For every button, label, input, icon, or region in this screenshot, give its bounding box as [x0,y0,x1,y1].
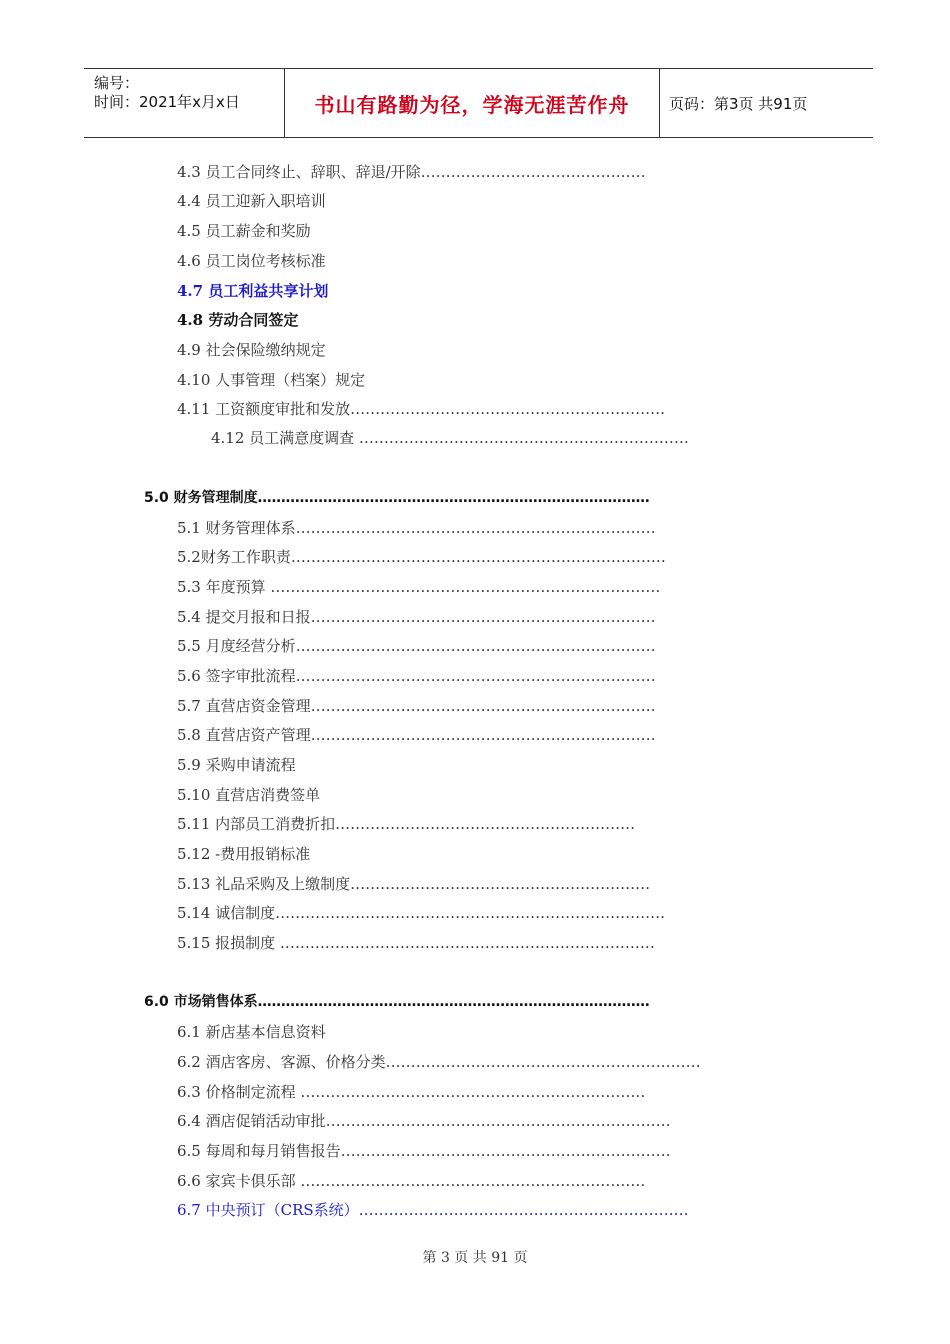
toc-item[interactable]: 6.1 新店基本信息资料 [177,1023,326,1041]
toc-item[interactable]: 5.10 直营店消费签单 [177,786,321,804]
toc-item-link[interactable]: 4.7 员工利益共享计划 [177,282,329,300]
toc-item[interactable]: 6.5 每周和每月销售报告………………………………………………………… [177,1142,671,1160]
header-doc-number: 编号： [94,74,140,92]
toc-item[interactable]: 5.7 直营店资金管理…………………………………………………………… [177,697,656,715]
toc-item[interactable]: 4.11 工资额度审批和发放……………………………………………………… [177,400,666,418]
toc-item[interactable]: 6.2 酒店客房、客源、价格分类……………………………………………………… [177,1053,701,1071]
toc-item[interactable]: 4.12 员工满意度调查 ………………………………………………………… [211,429,689,447]
toc-item[interactable]: 6.3 价格制定流程 …………………………………………………………… [177,1083,646,1101]
toc-item[interactable]: 4.8 劳动合同签定 [177,311,299,329]
toc-section-heading[interactable]: 6.0 市场销售体系………………………………………………………………………… [144,994,650,1010]
toc-item[interactable]: 5.13 礼品采购及上缴制度…………………………………………………… [177,875,651,893]
toc-item[interactable]: 5.9 采购申请流程 [177,756,296,774]
toc-item[interactable]: 5.5 月度经营分析……………………………………………………………… [177,637,656,655]
toc-item[interactable]: 4.5 员工薪金和奖励 [177,222,311,240]
toc-item[interactable]: 5.8 直营店资产管理…………………………………………………………… [177,726,656,744]
header-meta [84,69,284,137]
header-motto: 书山有路勤为径，学海无涯苦作舟 [314,92,630,117]
toc-item[interactable]: 5.4 提交月报和日报…………………………………………………………… [177,608,656,626]
toc-item[interactable]: 6.6 家宾卡俱乐部 …………………………………………………………… [177,1172,646,1190]
toc-item[interactable]: 5.3 年度预算 …………………………………………………………………… [177,578,661,596]
toc-item[interactable]: 4.9 社会保险缴纳规定 [177,341,326,359]
page-footer: 第 3 页 共 91 页 [422,1250,528,1266]
toc-item[interactable]: 5.15 报损制度 ………………………………………………………………… [177,934,655,952]
toc-item[interactable]: 5.14 诚信制度…………………………………………………………………… [177,904,666,922]
header-motto-cell [284,69,660,137]
toc-item[interactable]: 4.10 人事管理（档案）规定 [177,371,366,389]
toc-item[interactable]: 6.4 酒店促销活动审批…………………………………………………………… [177,1112,671,1130]
toc-item[interactable]: 4.4 员工迎新入职培训 [177,192,326,210]
toc-item-link[interactable]: 6.7 中央预订（CRS系统）………………………………………………………… [177,1201,689,1219]
toc-item[interactable]: 4.3 员工合同终止、辞职、辞退/开除……………………………………… [177,163,646,181]
toc-item[interactable]: 5.2财务工作职责………………………………………………………………… [177,548,666,566]
toc-item[interactable]: 5.6 签字审批流程……………………………………………………………… [177,667,656,685]
page-header [84,68,873,138]
header-date: 时间：2021年x月x日 [94,93,240,111]
toc-item[interactable]: 5.1 财务管理体系……………………………………………………………… [177,519,656,537]
toc-item[interactable]: 5.12 -费用报销标准 [177,845,311,863]
header-page-number: 页码：第3页 共91页 [669,95,808,113]
toc-section-heading[interactable]: 5.0 财务管理制度………………………………………………………………………… [144,490,650,506]
toc-item[interactable]: 5.11 内部员工消费折扣…………………………………………………… [177,815,636,833]
toc-item[interactable]: 4.6 员工岗位考核标准 [177,252,326,270]
header-page-cell [659,69,873,137]
